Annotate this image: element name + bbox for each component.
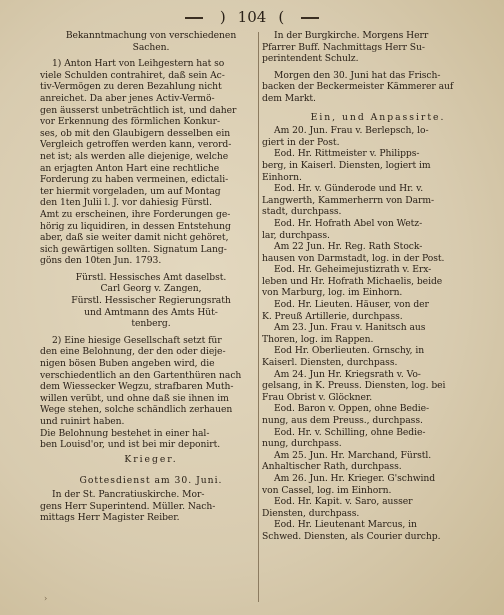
arrival-line: Eod. Hr. Rittmeister v. Philipps-	[274, 148, 420, 160]
notice-line: sich gewärtigen sollten. Signatum Lang-	[40, 243, 227, 255]
arrival-line: Eod Hr. Oberlieuten. Grnschy, in	[274, 345, 425, 357]
notice-line: den eine Belohnung, der den oder dieje-	[40, 346, 226, 358]
arrival-line: Kaiserl. Diensten, durchpass.	[262, 357, 398, 369]
notice-line: aber, daß sie weiter damit nicht gehöret,	[40, 232, 229, 244]
arrival-line: Eod. Hr. Hofrath Abel von Wetz-	[274, 217, 423, 229]
arrival-line: Schwed. Diensten, als Courier durchp.	[262, 530, 441, 542]
arrival-line: gelsang, in K. Preuss. Diensten, log. bei	[262, 380, 446, 392]
notice-line: Wege stehen, solche schändlich zerhauen	[40, 404, 233, 416]
arrival-line: nung, durchpass.	[262, 438, 342, 450]
notice-line: Vergleich getroffen werden kann, verord-	[40, 139, 232, 151]
signature-line: Carl Georg v. Zangen,	[100, 283, 202, 295]
notice-line: 2) Eine hiesige Gesellschaft setzt für	[52, 334, 222, 346]
service-heading: Gottesdienst am 30. Juni.	[79, 475, 223, 487]
arrival-line: Am 23. Jun. Frau v. Hanitsch aus	[274, 322, 426, 334]
arrival-line: Anhaltischer Rath, durchpass.	[262, 461, 402, 473]
arrival-line: lar, durchpass.	[262, 229, 330, 241]
signature-line: Fürstl. Hessisches Amt daselbst.	[75, 271, 227, 283]
church-service-continued	[262, 30, 494, 65]
notice-line: ter hiermit vorgeladen, um auf Montag	[40, 185, 221, 197]
baker-notice	[262, 70, 494, 105]
service-line: mittags Herr Magister Reiber.	[40, 512, 180, 524]
arrival-line: Eod. Hr. Kapit. v. Saro, ausser	[274, 496, 413, 508]
header-rule-left	[185, 17, 203, 19]
notice-line: nigen bösen Buben angeben wird, die	[40, 358, 215, 370]
page-header: ) 104 (	[0, 6, 504, 28]
arrival-line: Diensten, durchpass.	[262, 507, 360, 519]
right-column	[262, 30, 494, 543]
arrival-line: berg, in Kaiserl. Diensten, logiert im	[262, 159, 431, 171]
arrival-line: giert in der Post.	[262, 136, 340, 148]
service-line: In der Burgkirche. Morgens Herr	[274, 30, 429, 41]
arrival-line: von Marburg, log. im Einhorn.	[262, 287, 403, 299]
notice-line: tiv-Vermögen zu deren Bezahlung nicht	[40, 81, 222, 93]
signature-line: und Amtmann des Amts Hüt-	[84, 306, 218, 318]
signature-line: tenberg.	[131, 318, 171, 330]
arrivals-heading: Ein, und Anpassirte.	[310, 111, 446, 123]
baker-line: backen der Beckermeister Kämmerer auf	[262, 81, 454, 93]
notice-1	[40, 58, 262, 267]
notice-line: verschiedentlich an den Gartenthüren nach	[40, 369, 242, 381]
arrival-line: Eod. Baron v. Oppen, ohne Bedie-	[274, 403, 430, 415]
notice-line: an erjagten Anton Hart eine rechtliche	[40, 162, 220, 174]
notice-line: den 1ten Julii l. J. vor dahiesig Fürstl.	[40, 197, 212, 209]
arrival-line: Am 24. Jun Hr. Kriegsrath v. Vo-	[274, 368, 421, 380]
left-column	[40, 30, 262, 524]
notice-2	[40, 335, 262, 451]
notice-line: vor Erkennung des förmlichen Konkur-	[40, 116, 221, 128]
notice-line: viele Schulden contrahiret, daß sein Ac-	[40, 69, 225, 81]
arrival-line: Am 22 Jun. Hr. Reg. Rath Stock-	[274, 241, 423, 253]
notice-line: und ruinirt haben.	[40, 416, 125, 427]
service-line: Pfarrer Buff. Nachmittags Herr Su-	[262, 41, 425, 53]
title-line: Bekanntmachung von verschiedenen	[65, 30, 237, 41]
notice-line: Amt zu erscheinen, ihre Forderungen ge-	[40, 208, 231, 220]
header-rule-right	[301, 17, 319, 19]
arrival-line: Thoren, log. im Rappen.	[262, 333, 374, 345]
baker-line: Morgen den 30. Juni hat das Frisch-	[274, 69, 441, 81]
arrival-line: Am 26. Jun. Hr. Krieger. G'schwind	[274, 472, 436, 484]
notice-line: Die Belohnung bestehet in einer hal-	[40, 427, 210, 439]
page-footmark: ›	[44, 594, 48, 603]
notice-line: dem Wiessecker Wegzu, strafbaren Muth-	[40, 381, 234, 393]
arrival-line: von Cassel, log. im Einhorn.	[262, 484, 392, 496]
page-number: 104	[237, 8, 267, 26]
arrival-line: Eod. Hr. v. Günderode und Hr. v.	[274, 183, 424, 195]
baker-line: dem Markt.	[262, 92, 316, 104]
notice-line: hörig zu liquidiren, in dessen Entstehung	[40, 220, 231, 232]
notice-line: Forderung zu haben vermeinen, edictali-	[40, 174, 229, 186]
notice-1-signature	[40, 272, 262, 330]
arrival-line: leben und Hr. Hofrath Michaelis, beide	[262, 275, 443, 287]
arrival-line: Langwerth, Kammerherrn von Darm-	[262, 194, 435, 206]
arrivals-list	[262, 125, 494, 542]
arrival-line: Eod. Hr. Lieutenant Marcus, in	[274, 519, 417, 531]
service-text	[40, 489, 262, 524]
notice-line: gen äusserst unbeträchtlich ist, und daher	[40, 104, 237, 116]
arrival-line: Am 25. Jun. Hr. Marchand, Fürstl.	[274, 449, 432, 461]
title-line: Sachen.	[132, 41, 170, 53]
arrival-line: Eod. Hr. v. Schilling, ohne Bedie-	[274, 426, 426, 438]
arrival-line: K. Preuß Artillerie, durchpass.	[262, 310, 403, 322]
arrival-line: Eod. Hr. Lieuten. Häuser, von der	[274, 299, 429, 311]
service-line: In der St. Pancratiuskirche. Mor-	[52, 488, 205, 500]
arrival-line: Einhorn.	[262, 171, 302, 183]
signature-line: Fürstl. Hessischer Regierungsrath	[71, 295, 231, 307]
notice-line: willen verübt, und ohne daß sie ihnen im	[40, 392, 229, 404]
notice-line: 1) Anton Hart von Leihgestern hat so	[52, 58, 225, 70]
notice-line: net ist; als werden alle diejenige, welche	[40, 150, 229, 162]
notice-line: ses, ob mit den Glaubigern desselben ein	[40, 127, 231, 139]
arrival-line: stadt, durchpass.	[262, 206, 342, 218]
arrival-line: nung, aus dem Preuss., durchpass.	[262, 415, 423, 426]
section-title	[40, 30, 262, 53]
notice-2-signature: Krieger.	[124, 453, 178, 465]
notice-line: ben Louisd'or, und ist bei mir deponirt.	[40, 439, 221, 451]
arrival-line: Am 20. Jun. Frau v. Berlepsch, lo-	[274, 125, 429, 137]
notice-line: göns den 10ten Jun. 1793.	[40, 255, 162, 267]
arrival-line: Frau Obrist v. Glöckner.	[262, 391, 373, 403]
service-line: perintendent Schulz.	[262, 53, 359, 65]
arrival-line: Eod. Hr. Geheimejustizrath v. Erx-	[274, 264, 432, 276]
service-line: gens Herr Superintend. Müller. Nach-	[40, 500, 216, 512]
notice-line: anreichet. Da aber jenes Activ-Vermö-	[40, 92, 215, 104]
arrival-line: hausen von Darmstadt, log. in der Post.	[262, 252, 445, 264]
